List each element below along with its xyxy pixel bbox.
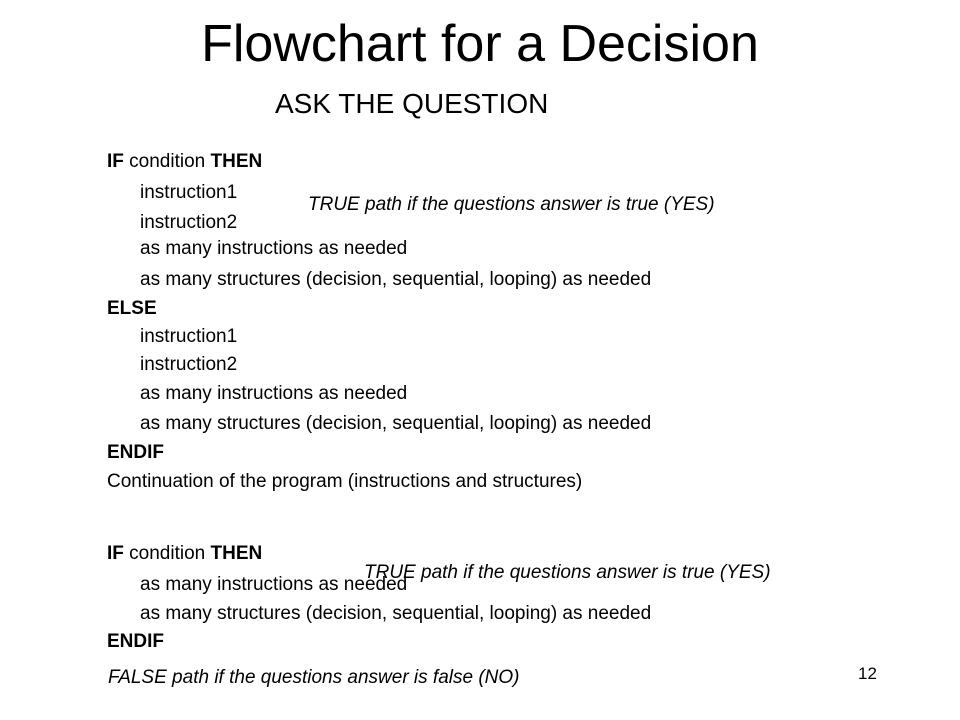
- continuation-line: Continuation of the program (instructions and structures): [107, 471, 583, 492]
- true-path-note: TRUE path if the questions answer is true (YES): [308, 194, 715, 215]
- block1-if-line: [107, 150, 262, 174]
- slide-title: Flowchart for a Decision: [201, 15, 759, 73]
- code-line: as many instructions as needed: [140, 574, 408, 595]
- if-keyword: IF: [107, 543, 124, 564]
- page-number: 12: [858, 664, 877, 683]
- if-keyword: IF: [107, 151, 124, 172]
- code-line: instruction2: [140, 212, 238, 233]
- endif-keyword: ENDIF: [107, 631, 164, 652]
- code-line: as many instructions as needed: [140, 383, 408, 404]
- false-path-note: FALSE path if the questions answer is false (NO): [108, 667, 520, 688]
- block2-if-line: [107, 542, 262, 566]
- code-line: as many structures (decision, sequential, looping) as needed: [140, 269, 652, 290]
- code-line: instruction1: [140, 326, 238, 347]
- condition-text: condition: [123, 543, 211, 564]
- code-line: as many structures (decision, sequential, looping) as needed: [140, 413, 652, 434]
- true-path-note: TRUE path if the questions answer is true (YES): [364, 562, 771, 583]
- then-keyword: THEN: [210, 151, 263, 172]
- slide-subtitle: ASK THE QUESTION: [275, 88, 549, 119]
- code-line: as many structures (decision, sequential, looping) as needed: [140, 603, 652, 624]
- endif-keyword: ENDIF: [107, 442, 164, 463]
- condition-text: condition: [123, 151, 211, 172]
- code-line: instruction2: [140, 354, 238, 375]
- code-line: as many instructions as needed: [140, 238, 408, 259]
- else-keyword: ELSE: [107, 298, 157, 319]
- code-line: instruction1: [140, 182, 238, 203]
- then-keyword: THEN: [210, 543, 263, 564]
